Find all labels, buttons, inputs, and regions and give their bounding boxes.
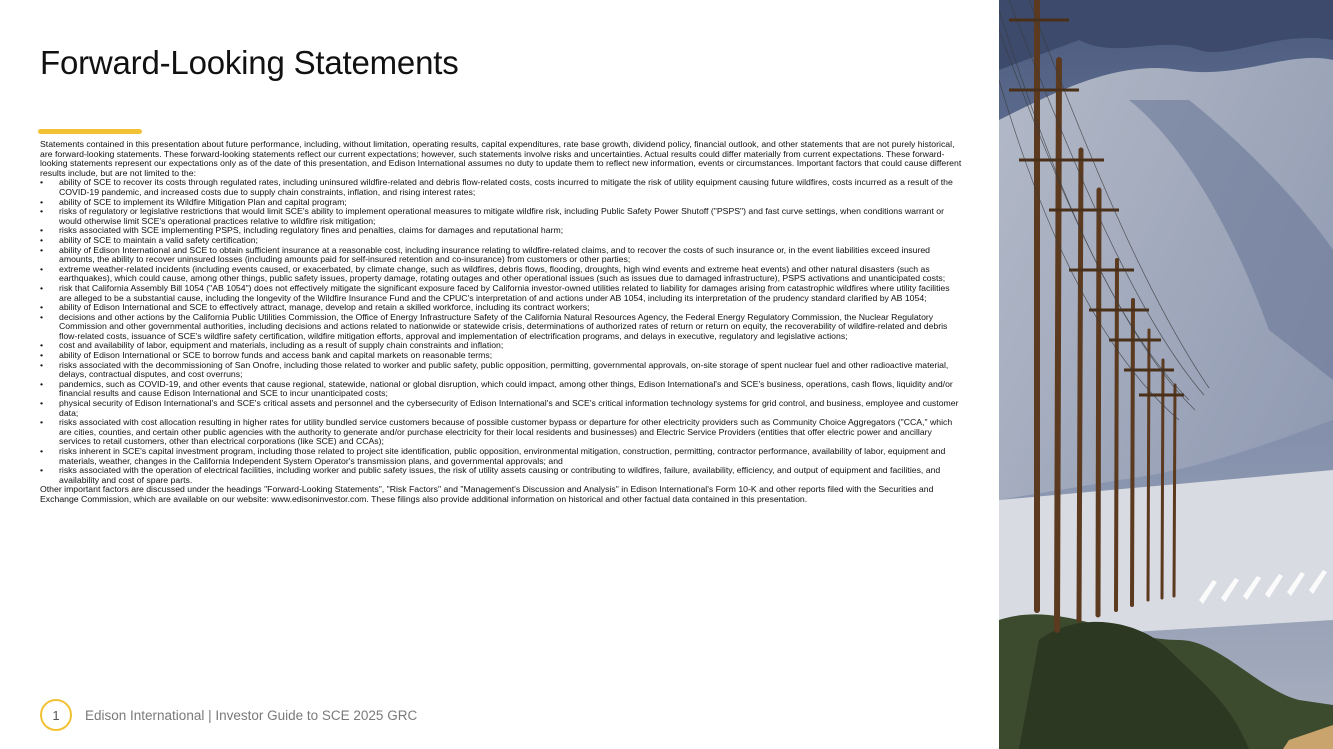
risk-factor-list [40,178,964,485]
list-item: • ability of Edison International or SCE to borrow funds and access bank and capital markets on reasonable terms; [40,351,964,361]
page-title: Forward-Looking Statements [40,44,459,81]
list-item: • physical security of Edison International's and SCE's critical assets and personnel and the cybersecurity of Edison International's and SCE's critical information technology systems for grid control, and business, employee and customer data; [40,399,964,418]
intro-paragraph: Statements contained in this presentation about future performance, including, without limitation, operating results, capital expenditures, rate base growth, dividend policy, financial outlook, and other statements that are not purely historical, are forward-looking statements. These forward-looking statements reflect our current expectations; however, such statements involve risks and uncertainties. Actual results could differ materially from current expectations. These forward-looking statements represent our expectations only as of the date of this presentation, and Edison International assumes no duty to update them to reflect new information, events or circumstances. Important factors that could cause different results include, but are not limited to the: [40,139,962,178]
list-item: • risks associated with SCE implementing PSPS, including regulatory fines and penalties, claims for damages and reputational harm; [40,226,964,236]
list-item: • ability of Edison International and SCE to obtain sufficient insurance at a reasonable cost, including insurance relating to wildfire-related claims, and to recover the costs of such insurance or, in the event liabilities exceed insured amounts, the ability to recover uninsured losses (including amounts paid for self-insured retention and co-insurance) from customers or other parties; [40,246,964,265]
list-item: • risks of regulatory or legislative restrictions that would limit SCE's ability to implement operational measures to mitigate wildfire risk, including Public Safety Power Shutoff ("PSPS") and fast curve settings, when conditions warrant or would otherwise limit SCE's operational practices relative to wildfire risk mitigation; [40,207,964,226]
title-accent-bar [38,129,142,134]
list-item: • ability of SCE to implement its Wildfire Mitigation Plan and capital program; [40,198,964,208]
list-item: • risks inherent in SCE's capital investment program, including those related to project site identification, public opposition, environmental mitigation, construction, permitting, contractor performance, availability of labor, equipment and materials, weather, changes in the California Independent System Operator's transmission plans, and governmental approvals; and [40,447,964,466]
list-item: • decisions and other actions by the California Public Utilities Commission, the Office of Energy Infrastructure Safety of the California Natural Resources Agency, the Federal Energy Regulatory Commission, the Nuclear Regulatory Commission and other governmental authorities, including decisions and actions related to nationwide or statewide crisis, determinations of authorized rates of return or return on equity, the recoverability of wildfire-related and debris flow-related costs, issuance of SCE's wildfire safety certification, wildfire mitigation efforts, approval and implementation of electrification programs, and delays in executive, regulatory and legislative actions; [40,313,964,342]
list-item: • ability of Edison International and SCE to effectively attract, manage, develop and retain a skilled workforce, including its contract workers; [40,303,964,313]
list-item: • risk that California Assembly Bill 1054 ("AB 1054") does not effectively mitigate the significant exposure faced by California investor-owned utilities related to liability for damages arising from catastrophic wildfires where utility facilities are alleged to be a substantial cause, including the longevity of the Wildfire Insurance Fund and the CPUC's interpretation of and actions under AB 1054, including its interpretation of the prudency standard clarified by AB 1054; [40,284,964,303]
list-item: • risks associated with the operation of electrical facilities, including worker and public safety issues, the risk of utility assets causing or contributing to wildfires, failure, availability, efficiency, and output of equipment and facilities, and availability and cost of spare parts. [40,466,964,485]
list-item: • cost and availability of labor, equipment and materials, including as a result of supply chain constraints and inflation; [40,341,964,351]
list-item: • risks associated with the decommissioning of San Onofre, including those related to worker and public safety, public opposition, permitting, governmental approvals, on-site storage of spent nuclear fuel and other radioactive material, delays, contractual disputes, and cost overruns; [40,361,964,380]
page-number: 1 [40,699,72,731]
disclaimer-body [40,140,964,505]
list-item: • ability of SCE to recover its costs through regulated rates, including uninsured wildfire-related and debris flow-related costs, costs incurred to mitigate the risk of utility equipment causing future wildfires, costs incurred as a result of the COVID-19 pandemic, and increased costs due to supply chain constraints, inflation, and rising interest rates; [40,178,964,197]
footer-caption: Edison International | Investor Guide to SCE 2025 GRC [85,707,418,723]
power-lines-photo [999,0,1333,749]
outro-paragraph: Other important factors are discussed under the headings "Forward-Looking Statements", "Risk Factors" and "Management's Discussion and Analysis" in Edison International's Form 10-K and other reports filed with the Securities and Exchange Commission, which are available on our website: www.edisoninvestor.com. These filings also provide additional information on historical and other factual data contained in this presentation. [40,484,934,504]
list-item: • pandemics, such as COVID-19, and other events that cause regional, statewide, national or global disruption, which could impact, among other things, Edison International's and SCE's business, operations, cash flows, liquidity and/or financial results and cause Edison International and SCE to incur unanticipated costs; [40,380,964,399]
list-item: • risks associated with cost allocation resulting in higher rates for utility bundled service customers because of possible customer bypass or departure for other electricity providers such as Community Choice Aggregators ("CCA," which are cities, counties, and certain other public agencies with the authority to generate and/or purchase electricity for their local residents and businesses) and Electric Service Providers (entities that offer electric power and ancillary services to retail customers, other than electrical corporations (like SCE) and CCAs); [40,418,964,447]
footer [40,698,417,732]
list-item: • ability of SCE to maintain a valid safety certification; [40,236,964,246]
list-item: • extreme weather-related incidents (including events caused, or exacerbated, by climate change, such as wildfires, debris flows, flooding, droughts, high wind events and extreme heat events) and other natural disasters (such as earthquakes), which could cause, among other things, public safety issues, property damage, rotating outages and other operational issues (such as issues due to damaged infrastructure), PSPS activations and unanticipated costs; [40,265,964,284]
